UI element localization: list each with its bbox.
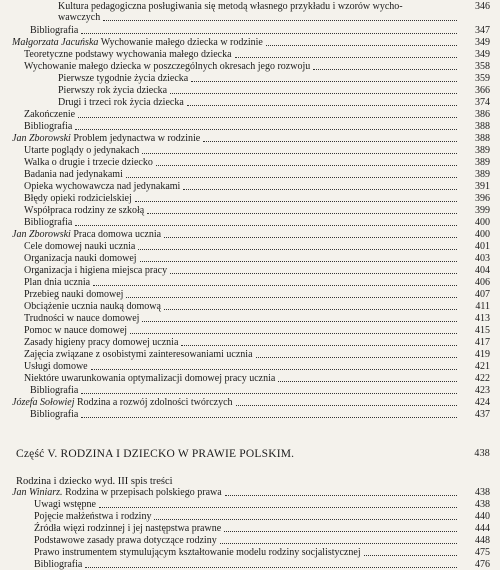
toc-entry-page: 386 [475,109,490,120]
toc-entry-text: Praca domowa ucznia [73,229,162,240]
toc-entry [0,145,500,156]
toc-entry-page: 359 [475,73,490,84]
toc-entry-text: Teoretyczne podstawy wychowania małego dziecka [24,49,232,60]
toc-entry-title [12,229,161,240]
toc-entry [0,385,500,396]
toc-entry-page: 404 [475,265,490,276]
part-heading-text: Część V. RODZINA I DZIECKO W PRAWIE POLSKIM [16,448,292,460]
dot-leader [170,93,457,94]
toc-entry-title [34,559,82,570]
toc-entry-text: Bibliografia [24,217,73,228]
toc-entry-title [24,313,139,324]
toc-entry-title [24,205,144,216]
toc-entry-text: Podstawowe zasady prawa dotyczące rodziny [34,535,217,546]
toc-entry-text: Wychowanie małego dziecka w poszczególnych okresach jego rozwoju [24,61,311,72]
toc-entry-title [24,361,88,372]
toc-entry [0,157,500,168]
dot-leader [126,177,457,178]
toc-entry-page: 417 [475,337,490,348]
toc-entry-page: 349 [475,49,490,60]
toc-entry [0,253,500,264]
toc-entry-author: Jan Zborowski [12,133,71,144]
toc-entry-page: 399 [475,205,490,216]
toc-entry-text: Opieka wychowawcza nad jedynakami [24,181,181,192]
toc-entry-text: Bibliografia [30,409,79,420]
toc-entry-page: 438 [475,487,490,498]
toc-entry-page: 413 [475,313,490,324]
toc-entry-page: 422 [475,373,490,384]
toc-entry-page: 406 [475,277,490,288]
toc-entry-text: Przebieg nauki domowej [24,289,124,300]
toc-entry-text: Bibliografia [34,559,83,570]
dot-leader [138,249,457,250]
toc-entry-text: Obciążenie ucznia nauką domową [24,301,161,312]
toc-entry [0,349,500,360]
toc-entry-title [30,409,78,420]
toc-entry-title [58,12,100,23]
toc-entry-text: Źródła więzi rodzinnej i jej następstwa prawne [34,523,222,534]
toc-entry-text: Pojęcie małżeństwa i rodziny [34,511,152,522]
toc-entry-page: 358 [475,61,490,72]
toc-entry-page: 476 [475,559,490,570]
toc-entry [0,487,500,498]
dot-leader [130,333,457,334]
toc-entry [0,109,500,120]
dot-leader [78,117,457,118]
toc-entry-title [24,121,72,132]
toc-entry-page: 440 [475,511,490,522]
toc-entry [0,547,500,558]
toc-entry-text: Rodzina w przepisach polskiego prawa [65,487,222,498]
dot-leader [266,45,457,46]
toc-entry-text: Rodzina a rozwój zdolności twórczych [77,397,233,408]
toc-entry-title [34,535,217,546]
toc-entry-text: Utarte poglądy o jedynakach [24,145,140,156]
dot-leader [164,237,457,238]
toc-entry-title [30,25,78,36]
toc-entry-title [24,289,123,300]
toc-entry-title [34,547,361,558]
toc-entry-text: Cele domowej nauki ucznia [24,241,136,252]
dot-leader [91,369,457,370]
subheading: Rodzina i dziecko wyd. III spis treści [16,476,173,487]
toc-entry-title [24,241,135,252]
toc-entry-page: 475 [475,547,490,558]
toc-entry-text: Trudności w nauce domowej [24,313,140,324]
toc-entry [0,37,500,48]
toc-entry [0,535,500,546]
part-heading: Część V. RODZINA I DZIECKO W PRAWIE POLSKIM. 438 [16,448,490,460]
toc-entry-text: Niektóre uwarunkowania optymalizacji domowej pracy ucznia [24,373,276,384]
toc-entry-text: Prawo instrumentem stymulującym kształtowanie modelu rodziny socjalistycznej [34,547,361,558]
toc-entry-text: Zajęcia związane z osobistymi zainteresowaniami ucznia [24,349,253,360]
toc-entry-text: Kultura pedagogiczna posługiwania się metodą własnego przykładu i wzorów wycho- [58,1,403,12]
toc-entry-title [58,85,167,96]
toc-entry-title [34,511,151,522]
toc-entry [0,265,500,276]
toc-entry [0,511,500,522]
toc-entry-title [24,337,178,348]
toc-entry-title [24,349,253,360]
toc-entry-title [30,385,78,396]
dot-leader [154,519,457,520]
toc-entry [0,409,500,420]
toc-entry [0,313,500,324]
toc-entry-page: 411 [475,301,490,312]
toc-entry [0,361,500,372]
toc-entry-page: 391 [475,181,490,192]
toc-entry [0,25,500,36]
toc-entry-page: 448 [475,535,490,546]
toc-entry-text: Bibliografia [24,121,73,132]
toc-entry-title [24,109,75,120]
toc-entry-page: 415 [475,325,490,336]
dot-leader [140,261,457,262]
toc-entry [0,337,500,348]
dot-leader [183,189,457,190]
toc-entry-text: Pierwszy rok życia dziecka [58,85,168,96]
toc-entry [0,301,500,312]
toc-entry-page: 424 [475,397,490,408]
dot-leader [126,297,457,298]
toc-entry [0,1,500,12]
toc-entry [0,229,500,240]
toc-entry-title [58,73,188,84]
toc-entry-page: 401 [475,241,490,252]
toc-entry-text: Pomoc w nauce domowej [24,325,128,336]
toc-entry-text: Wychowanie małego dziecka w rodzinie [100,37,263,48]
toc-entry [0,121,500,132]
dot-leader [181,345,457,346]
toc-entry [0,12,500,23]
toc-entry [0,193,500,204]
toc-entry-title [24,265,167,276]
toc-entry [0,205,500,216]
toc-entry-text: Uwagi wstępne [34,499,96,510]
toc-entry-text: Walka o drugie i trzecie dziecko [24,157,153,168]
toc-entry [0,133,500,144]
toc-entry-text: Bibliografia [30,25,79,36]
toc-entry-page: 419 [475,349,490,360]
dot-leader [191,81,457,82]
toc-entry-text: Organizacja i higiena miejsca pracy [24,265,168,276]
dot-leader [135,201,457,202]
toc-entry-page: 444 [475,523,490,534]
dot-leader [75,129,457,130]
toc-entry-title [24,253,137,264]
toc-entry-text: Usługi domowe [24,361,88,372]
toc-entry-text: Organizacja nauki domowej [24,253,137,264]
dot-leader [147,213,457,214]
toc-entry-title [58,97,184,108]
toc-entry-title [24,325,127,336]
toc-entry [0,181,500,192]
dot-leader [170,273,457,274]
toc-entry-author: Małgorzata Jacuńska [12,37,99,48]
toc-entry-title [24,373,275,384]
toc-entry-title [24,157,153,168]
toc-entry [0,169,500,180]
toc-entry [0,61,500,72]
toc-entry-title [12,397,233,408]
dot-leader [142,321,457,322]
toc-entry-author: Jan Winiarz. [12,487,63,498]
dot-leader [225,495,457,496]
dot-leader [236,405,457,406]
dot-leader [93,285,457,286]
toc-entry-page: 374 [475,97,490,108]
dot-leader [235,57,457,58]
toc-entry-title [24,49,232,60]
toc-entry [0,499,500,510]
toc-entry [0,73,500,84]
toc-entry-text: wawczych [58,12,101,23]
dot-leader [85,567,457,568]
dot-leader [103,20,457,21]
toc-entry-page: 347 [475,25,490,36]
toc-entry-title [24,277,90,288]
toc-entry-title [12,133,200,144]
toc-entry-page: 407 [475,289,490,300]
toc-entry-page: 423 [475,385,490,396]
dot-leader [224,531,457,532]
toc-entry-text: Zakończenie [24,109,76,120]
dot-leader [187,105,457,106]
toc-entry-author: Jan Zborowski [12,229,71,240]
toc-entry-title [24,61,310,72]
dot-leader [156,165,457,166]
toc-entry-page: 388 [475,121,490,132]
toc-entry [0,277,500,288]
toc-entry-text: Zasady higieny pracy domowej ucznia [24,337,179,348]
dot-leader [256,357,457,358]
toc-entry-text: Błędy opieki rodzicielskiej [24,193,132,204]
toc-entry [0,241,500,252]
toc-entry-page: 396 [475,193,490,204]
toc-entry-title [24,169,123,180]
dot-leader [220,543,457,544]
dot-leader [142,153,457,154]
toc-entry-text: Problem jedynactwa w rodzinie [73,133,201,144]
toc-entry-page: 389 [475,157,490,168]
toc-entry-text: Pierwsze tygodnie życia dziecka [58,73,189,84]
toc-entry [0,325,500,336]
dot-leader [364,555,457,556]
toc-entry [0,217,500,228]
toc-entry-title [24,217,72,228]
toc-entry-title [34,523,221,534]
dot-leader [81,393,457,394]
dot-leader [99,507,457,508]
toc-entry-title [58,1,403,12]
toc-entry-title [24,145,139,156]
toc-entry-text: Plan dnia ucznia [24,277,91,288]
toc-entry [0,559,500,570]
dot-leader [313,69,457,70]
toc-entry-title [24,181,180,192]
toc-entry-author: Józefa Sołowiej [12,397,75,408]
toc-entry-page: 349 [475,37,490,48]
dot-leader [81,33,457,34]
toc-entry-text: Współpraca rodziny ze szkołą [24,205,145,216]
toc-entry-page: 438 [475,499,490,510]
toc-entry-page: 389 [475,169,490,180]
toc-entry-title [12,37,263,48]
toc-entry-title [12,487,222,498]
dot-leader [278,381,457,382]
toc-entry-page: 437 [475,409,490,420]
toc-entry [0,373,500,384]
dot-leader [75,225,457,226]
toc-entry [0,523,500,534]
toc-entry-page: 400 [475,229,490,240]
dot-leader [81,417,457,418]
toc-entry-title [34,499,96,510]
toc-entry-title [24,301,161,312]
toc-entry-page: 388 [475,133,490,144]
toc-entry [0,97,500,108]
toc-entry [0,397,500,408]
dot-leader [164,309,457,310]
toc-entry-page: 400 [475,217,490,228]
toc-entry-page: 403 [475,253,490,264]
toc-entry-page: 421 [475,361,490,372]
toc-entry [0,289,500,300]
toc-entry-text: Badania nad jedynakami [24,169,123,180]
toc-entry-title [24,193,132,204]
toc-entry-page: 389 [475,145,490,156]
part-heading-page: 438 [474,448,490,459]
toc-entry [0,85,500,96]
toc-entry [0,49,500,60]
toc-entry-text: Drugi i trzeci rok życia dziecka [58,97,184,108]
toc-entry-page: 346 [475,1,490,12]
dot-leader [203,141,457,142]
toc-entry-page: 366 [475,85,490,96]
toc-entry-text: Bibliografia [30,385,79,396]
